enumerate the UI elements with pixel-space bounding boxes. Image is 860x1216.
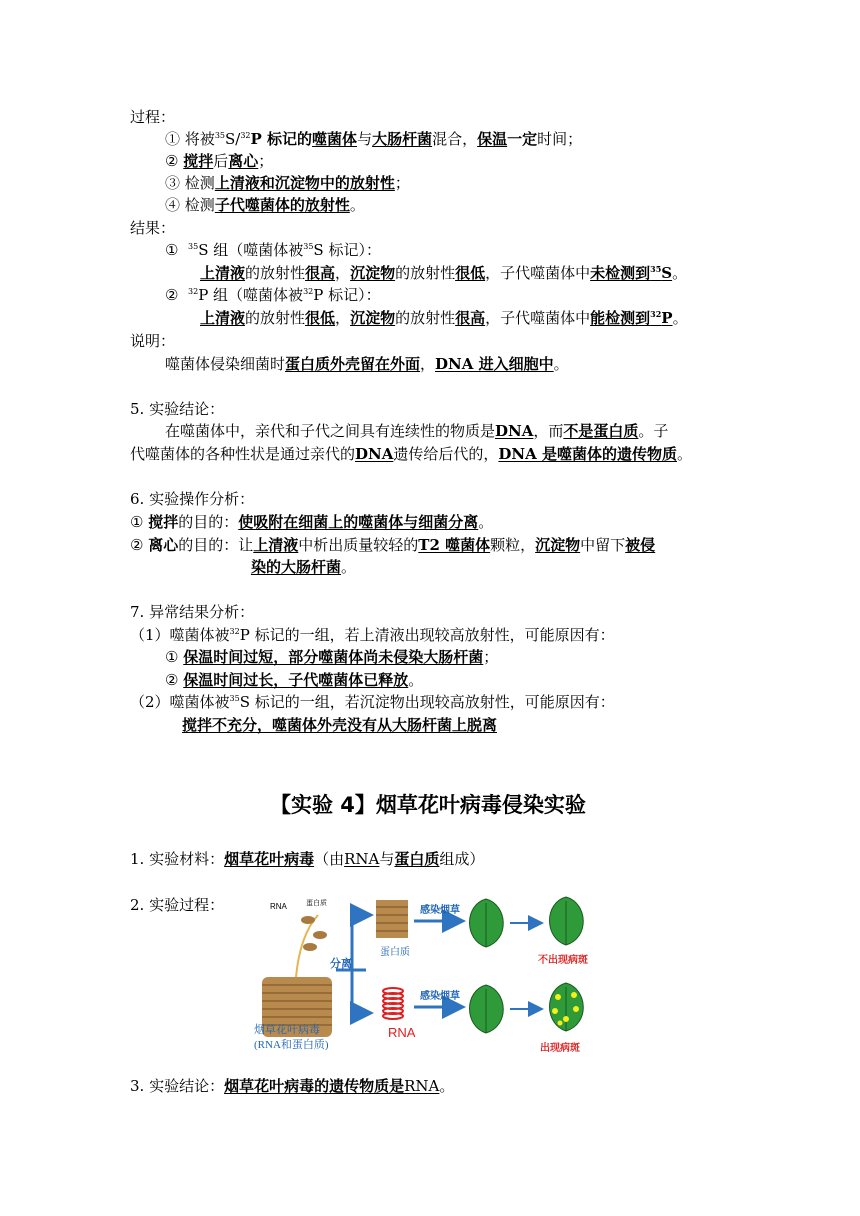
key-term: 蛋白质 bbox=[394, 850, 440, 868]
key-term: 离心 bbox=[148, 536, 179, 554]
section-7-case-1-reason-1 bbox=[165, 647, 498, 667]
rna-coil-icon bbox=[383, 988, 403, 1019]
text: 。 bbox=[478, 513, 494, 531]
text: 的目的：让 bbox=[178, 536, 254, 554]
text: 检测 bbox=[184, 196, 215, 214]
text: 。 bbox=[439, 1077, 455, 1095]
text: ； bbox=[258, 152, 274, 170]
key-term: RNA bbox=[344, 850, 380, 868]
result-no-spots: 不出现病斑 bbox=[538, 955, 588, 966]
step-number: ① bbox=[165, 241, 179, 259]
key-term: 很低 bbox=[455, 264, 486, 282]
key-term: 能检测到$^{32}$P bbox=[590, 309, 673, 327]
key-term: 很低 bbox=[305, 309, 336, 327]
key-term: 烟草花叶病毒的遗传物质是 bbox=[224, 1077, 405, 1095]
process-step-1 bbox=[165, 129, 582, 149]
isotope: 32 bbox=[303, 287, 314, 296]
section-6-item-2-cont bbox=[251, 557, 356, 577]
key-term: 染的大肠杆菌 bbox=[251, 558, 342, 576]
result-1-detail bbox=[200, 263, 687, 283]
text: 后 bbox=[213, 152, 229, 170]
tmv-virus-icon bbox=[262, 915, 332, 1037]
key-term: 保温 bbox=[477, 130, 508, 148]
text: 的放射性 bbox=[395, 264, 456, 282]
key-term: T2 噬菌体 bbox=[418, 536, 491, 554]
text: 与 bbox=[357, 130, 373, 148]
text: 将被 bbox=[184, 130, 215, 148]
section-7-heading: 7. 异常结果分析： bbox=[130, 603, 255, 621]
leaf-icon bbox=[470, 899, 504, 947]
section-6-item-2 bbox=[130, 535, 655, 555]
key-term: 沉淀物 bbox=[350, 264, 396, 282]
result-2-detail bbox=[200, 308, 688, 328]
key-term: 离心 bbox=[228, 152, 259, 170]
process-step-2 bbox=[165, 151, 273, 171]
step-number: ③ bbox=[165, 174, 181, 192]
section-7-case-2-reason bbox=[182, 715, 497, 735]
step-number: ② bbox=[165, 671, 179, 689]
text: 中析出质量较轻的 bbox=[298, 536, 419, 554]
text: 与 bbox=[379, 850, 395, 868]
section-5-line-1 bbox=[165, 421, 668, 441]
section-5-heading: 5. 实验结论： bbox=[130, 400, 225, 418]
key-term: 噬菌体 bbox=[312, 130, 358, 148]
text: 。 bbox=[553, 355, 569, 373]
text: 。 bbox=[349, 196, 365, 214]
rna-label: RNA bbox=[388, 1025, 416, 1040]
text: 遗传给后代的， bbox=[393, 445, 499, 463]
section-5-line-2 bbox=[130, 444, 692, 464]
isotope: 32 bbox=[229, 627, 240, 636]
text: S 组（噬菌体被 bbox=[198, 241, 304, 259]
text: 代噬菌体的各种性状是通过亲代的 bbox=[130, 445, 356, 463]
step-number: ① bbox=[165, 648, 179, 666]
key-term: 保温时间过长，子代噬菌体已释放 bbox=[183, 671, 409, 689]
key-term: 沉淀物 bbox=[535, 536, 581, 554]
key-term: 保温时间过短，部分噬菌体尚未侵染大肠杆菌 bbox=[183, 648, 484, 666]
key-term: 烟草花叶病毒 bbox=[224, 850, 315, 868]
key-term: 上清液 bbox=[200, 264, 246, 282]
section-7-case-1 bbox=[130, 625, 615, 645]
protein-coat-icon bbox=[376, 900, 408, 938]
text: 3. 实验结论： bbox=[130, 1077, 225, 1095]
key-term: 上清液 bbox=[253, 536, 299, 554]
section-6-item-1 bbox=[130, 512, 493, 532]
text: 颗粒， bbox=[490, 536, 536, 554]
key-term: 沉淀物 bbox=[350, 309, 396, 327]
text: 。 bbox=[672, 264, 688, 282]
key-term: 蛋白质外壳留在外面 bbox=[285, 355, 421, 373]
explain-text bbox=[165, 354, 569, 374]
text: ， bbox=[420, 355, 436, 373]
text: 的放射性 bbox=[395, 309, 456, 327]
text: 。 bbox=[341, 558, 357, 576]
text: （1）噬菌体被 bbox=[130, 626, 230, 644]
result-1-title bbox=[165, 240, 381, 260]
text: 噬菌体侵染细菌时 bbox=[165, 355, 286, 373]
protein-tag: 蛋白质 bbox=[306, 900, 327, 907]
step-number: ② bbox=[130, 536, 144, 554]
section-6-heading: 6. 实验操作分析： bbox=[130, 490, 255, 508]
infect-label-top: 感染烟草 bbox=[420, 905, 460, 916]
isotope: 35 bbox=[214, 131, 225, 140]
key-term: DNA bbox=[355, 445, 394, 463]
key-term: DNA bbox=[495, 422, 534, 440]
isotope: 35 bbox=[229, 694, 240, 703]
leaf-icon bbox=[550, 897, 584, 945]
text: ； bbox=[394, 174, 410, 192]
key-term: 使吸附在细菌上的噬菌体与细菌分离 bbox=[238, 513, 479, 531]
text: ，子代噬菌体中 bbox=[485, 309, 591, 327]
section-7-case-1-reason-2 bbox=[165, 670, 423, 690]
explain-heading: 说明： bbox=[130, 332, 176, 350]
text: P 标记的一组，若上清液出现较高放射性，可能原因有： bbox=[239, 626, 615, 644]
text: ， bbox=[335, 309, 351, 327]
step-number: ② bbox=[165, 286, 179, 304]
result-2-title bbox=[165, 285, 381, 305]
text: 的放射性 bbox=[245, 264, 306, 282]
isotope: 35 bbox=[188, 242, 199, 251]
text: 中留下 bbox=[580, 536, 626, 554]
key-term: 子代噬菌体的放射性 bbox=[214, 196, 350, 214]
protein-label: 蛋白质 bbox=[380, 947, 410, 958]
text: 。 bbox=[672, 309, 688, 327]
text: ，而 bbox=[533, 422, 564, 440]
key-term: 很高 bbox=[455, 309, 486, 327]
text: ， bbox=[335, 264, 351, 282]
text: （由 bbox=[314, 850, 345, 868]
isotope: 32 bbox=[240, 131, 251, 140]
process-heading: 过程： bbox=[130, 108, 176, 126]
key-term: RNA bbox=[404, 1077, 440, 1095]
infect-label-bottom: 感染烟草 bbox=[420, 991, 460, 1002]
text: 。 bbox=[676, 445, 692, 463]
process-step-4 bbox=[165, 195, 365, 215]
isotope: 32 bbox=[188, 287, 199, 296]
key-term: 大肠杆菌 bbox=[372, 130, 433, 148]
text: S 标记的一组，若沉淀物出现较高放射性，可能原因有： bbox=[239, 693, 615, 711]
key-term: 被侵 bbox=[625, 536, 656, 554]
text: 一定 bbox=[507, 130, 538, 148]
spotted-leaf-icon bbox=[550, 983, 584, 1031]
text: ，子代噬菌体中 bbox=[485, 264, 591, 282]
experiment-4-conclusion bbox=[130, 1076, 454, 1096]
key-term: 搅拌 bbox=[183, 152, 214, 170]
experiment-4-materials bbox=[130, 849, 484, 869]
key-term: 上清液 bbox=[200, 309, 246, 327]
rna-tag: RNA bbox=[270, 902, 287, 911]
text: 。 bbox=[408, 671, 424, 689]
virus-name: 烟草花叶病毒 bbox=[254, 1024, 320, 1036]
key-term: 上清液和沉淀物中的放射性 bbox=[214, 174, 395, 192]
experiment-4-process-heading: 2. 实验过程： bbox=[130, 896, 225, 914]
key-term: 未检测到$^{35}$S bbox=[590, 264, 673, 282]
key-term: 很高 bbox=[305, 264, 336, 282]
experiment-4-title: 【实验 4】烟草花叶病毒侵染实验 bbox=[270, 793, 586, 817]
text: 。子 bbox=[638, 422, 669, 440]
text: S/ bbox=[225, 130, 241, 148]
results-heading: 结果： bbox=[130, 219, 176, 237]
key-term: 不是蛋白质 bbox=[563, 422, 639, 440]
step-number: ④ bbox=[165, 196, 181, 214]
text: 混合， bbox=[432, 130, 478, 148]
text: 的目的： bbox=[178, 513, 239, 531]
text: 的放射性 bbox=[245, 309, 306, 327]
text: 组成） bbox=[439, 850, 485, 868]
virus-composition: (RNA和蛋白质) bbox=[254, 1039, 329, 1051]
text: P 组（噬菌体被 bbox=[198, 286, 304, 304]
result-spots: 出现病斑 bbox=[540, 1043, 580, 1054]
key-term: 搅拌不充分，噬菌体外壳没有从大肠杆菌上脱离 bbox=[182, 716, 498, 734]
step-number: ② bbox=[165, 152, 179, 170]
text: 1. 实验材料： bbox=[130, 850, 225, 868]
isotope: 35 bbox=[303, 242, 314, 251]
step-number: ① bbox=[130, 513, 144, 531]
section-7-case-2 bbox=[130, 692, 615, 712]
text: 时间； bbox=[537, 130, 583, 148]
text: 在噬菌体中，亲代和子代之间具有连续性的物质是 bbox=[165, 422, 496, 440]
key-term: DNA 是噬菌体的遗传物质 bbox=[498, 445, 677, 463]
process-step-3 bbox=[165, 173, 410, 193]
text: S 标记）： bbox=[313, 241, 381, 259]
text: P 标记）： bbox=[313, 286, 381, 304]
key-term: 搅拌 bbox=[148, 513, 179, 531]
step-number: ① bbox=[165, 130, 181, 148]
text: （2）噬菌体被 bbox=[130, 693, 230, 711]
separate-label: 分离 bbox=[330, 958, 352, 970]
key-term: DNA 进入细胞中 bbox=[435, 355, 554, 373]
leaf-icon bbox=[470, 985, 504, 1033]
text: 检测 bbox=[184, 174, 215, 192]
tmv-diagram bbox=[248, 895, 618, 1060]
text: P 标记的 bbox=[250, 130, 313, 148]
text: ； bbox=[483, 648, 499, 666]
